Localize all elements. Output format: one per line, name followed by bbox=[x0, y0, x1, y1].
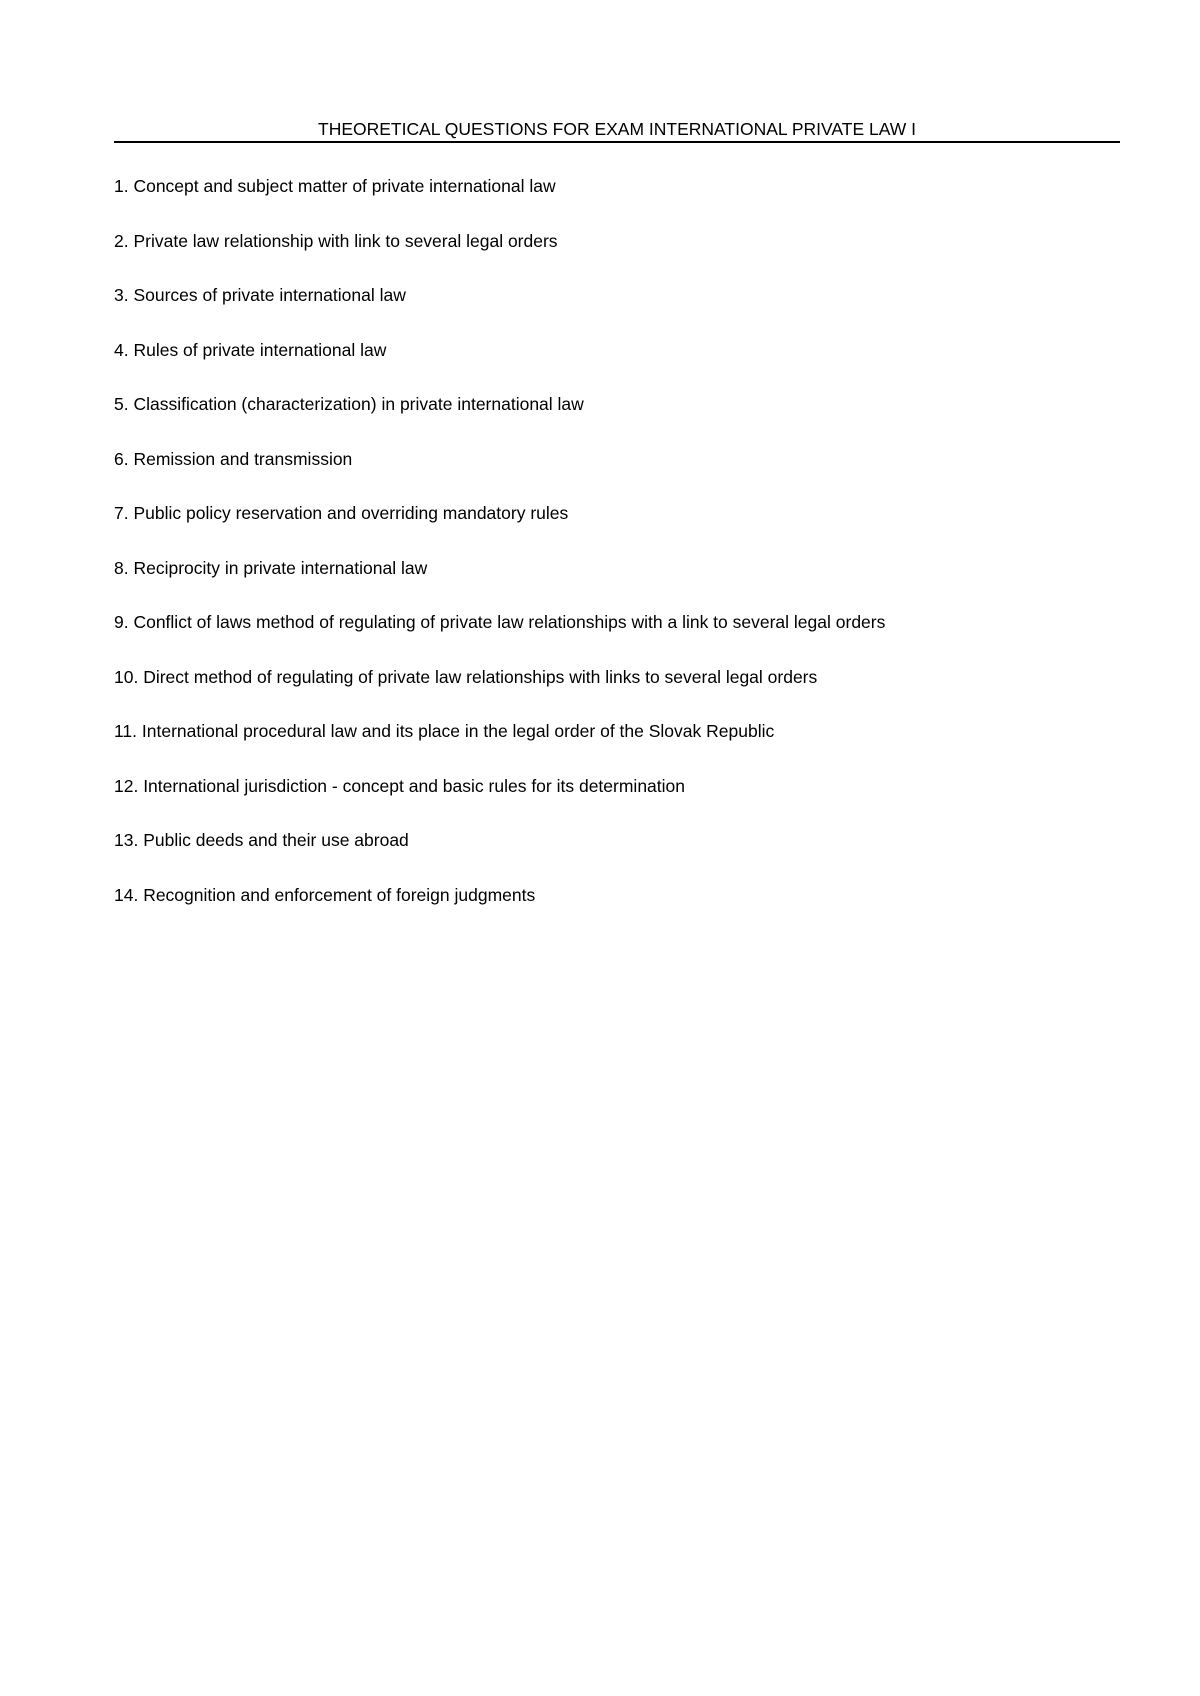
question-item-10: 10. Direct method of regulating of private law relationships with links to several legal orders bbox=[114, 666, 818, 687]
document-title: THEORETICAL QUESTIONS FOR EXAM INTERNATIONAL PRIVATE LAW I bbox=[318, 119, 916, 139]
question-list bbox=[114, 175, 1120, 938]
question-item-6: 6. Remission and transmission bbox=[114, 448, 353, 469]
question-item-5: 5. Classification (characterization) in private international law bbox=[114, 394, 584, 414]
question-item-7: 7. Public policy reservation and overriding mandatory rules bbox=[114, 503, 569, 523]
question-item-3: 3. Sources of private international law bbox=[114, 285, 406, 305]
question-item-11: 11. International procedural law and its place in the legal order of the Slovak Republic bbox=[114, 721, 775, 741]
question-item-1: 1. Concept and subject matter of private international law bbox=[114, 176, 556, 196]
question-item-8: 8. Reciprocity in private international law bbox=[114, 557, 428, 578]
question-item-9: 9. Conflict of laws method of regulating of private law relationships with a link to several legal orders bbox=[114, 612, 886, 632]
question-item-12: 12. International jurisdiction - concept and basic rules for its determination bbox=[114, 775, 685, 796]
question-item-13: 13. Public deeds and their use abroad bbox=[114, 830, 409, 850]
title-underline-rule bbox=[114, 141, 1120, 143]
question-item-14: 14. Recognition and enforcement of foreign judgments bbox=[114, 884, 536, 905]
question-item-4: 4. Rules of private international law bbox=[114, 339, 387, 360]
question-item-2: 2. Private law relationship with link to several legal orders bbox=[114, 230, 558, 251]
